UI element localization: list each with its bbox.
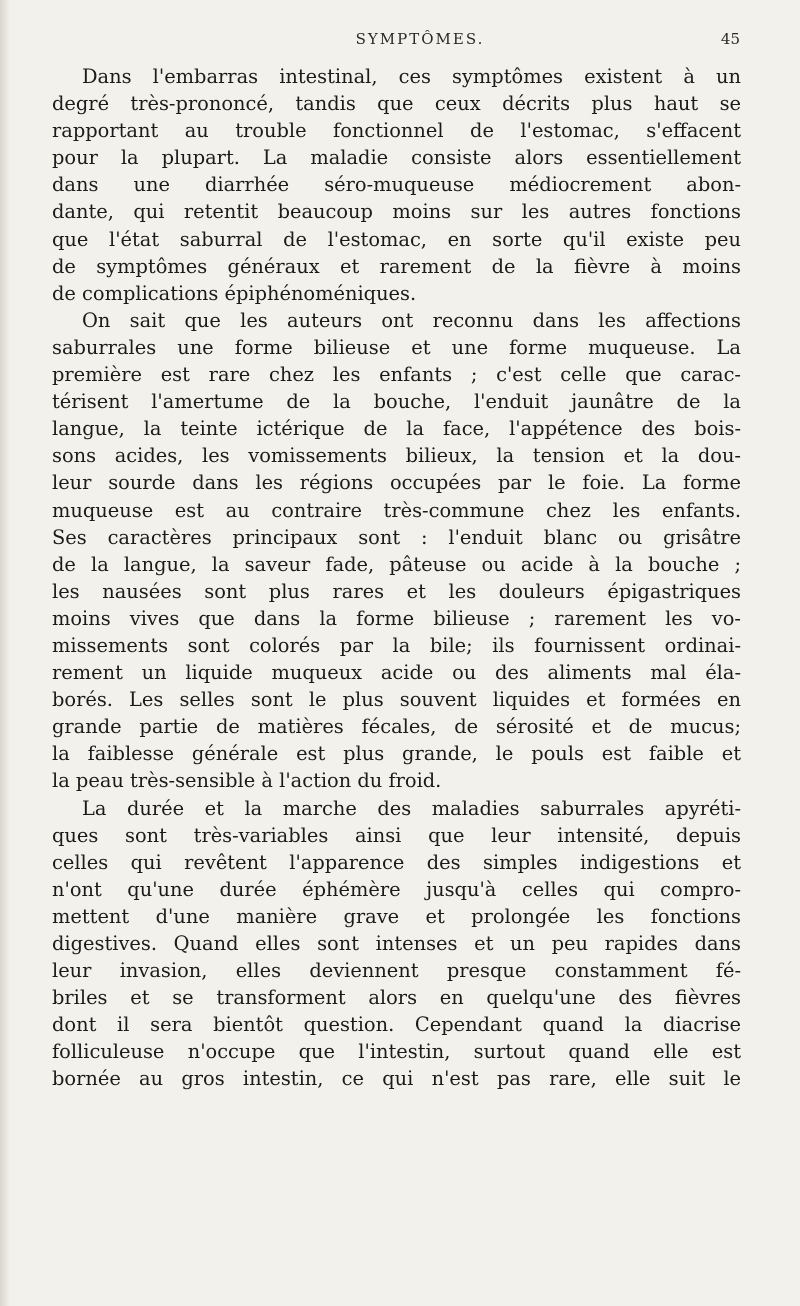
running-head [100,30,740,54]
text-line: degré très-prononcé, tandis que ceux décrits plus haut se [52,92,741,116]
text-line: Ses caractères principaux sont : l'enduit blanc ou grisâtre [52,525,741,549]
text-line: première est rare chez les enfants ; c'est celle que carac- [52,363,741,387]
text-line: mettent d'une manière grave et prolongée les fonctions [52,904,741,928]
text-line: leur invasion, elles deviennent presque constamment fé- [52,959,741,983]
text-line: les nausées sont plus rares et les douleurs épigastriques [52,579,741,603]
text-line: ques sont très-variables ainsi que leur intensité, depuis [52,823,741,847]
text-line: dante, qui retentit beaucoup moins sur les autres fonctions [52,200,741,224]
text-line: de la langue, la saveur fade, pâteuse ou acide à la bouche ; [52,552,741,576]
text-line: langue, la teinte ictérique de la face, l'appétence des bois- [52,417,741,441]
body-text [52,63,741,1093]
binding-shadow [0,0,10,1306]
text-line: la faiblesse générale est plus grande, le pouls est faible et [52,742,741,766]
text-line: muqueuse est au contraire très-commune chez les enfants. [52,498,741,522]
text-line: pour la plupart. La maladie consiste alors essentiellement [52,146,741,170]
text-line: moins vives que dans la forme bilieuse ; rarement les vo- [52,606,741,630]
text-line: celles qui revêtent l'apparence des simples indigestions et [52,850,741,874]
text-line: folliculeuse n'occupe que l'intestin, surtout quand elle est [52,1040,741,1064]
text-line: n'ont qu'une durée éphémère jusqu'à celles qui compro- [52,877,741,901]
text-line: rement un liquide muqueux acide ou des aliments mal éla- [52,661,741,685]
text-line: de symptômes généraux et rarement de la fièvre à moins [52,254,741,278]
text-line: Dans l'embarras intestinal, ces symptômes existent à un [82,65,741,88]
text-line: borés. Les selles sont le plus souvent liquides et formées en [52,688,741,712]
text-line: sons acides, les vomissements bilieux, la tension et la dou- [52,444,741,468]
page-number: 45 [720,30,740,48]
text-line: saburrales une forme bilieuse et une forme muqueuse. La [52,335,741,359]
text-line: térisent l'amertume de la bouche, l'enduit jaunâtre de la [52,390,741,414]
text-line: de complications épiphénoméniques. [52,281,417,305]
text-line: digestives. Quand elles sont intenses et un peu rapides dans [52,932,741,955]
text-line: La durée et la marche des maladies saburrales apyréti- [82,796,741,820]
text-line: leur sourde dans les régions occupées par le foie. La forme [52,471,741,495]
text-line: dans une diarrhée séro-muqueuse médiocrement abon- [52,173,741,197]
text-line: missements sont colorés par la bile; ils fournissent ordinai- [52,633,741,657]
text-line: rapportant au trouble fonctionnel de l'estomac, s'effacent [52,119,741,143]
text-line: dont il sera bientôt question. Cependant quand la diacrise [52,1013,741,1037]
text-line: bornée au gros intestin, ce qui n'est pas rare, elle suit le [52,1067,741,1091]
running-title: SYMPTÔMES. [355,30,485,48]
text-line: que l'état saburral de l'estomac, en sorte qu'il existe peu [52,227,741,251]
text-line: la peau très-sensible à l'action du froid. [52,769,442,793]
text-line: grande partie de matières fécales, de sérosité et de mucus; [52,715,741,739]
text-line: briles et se transforment alors en quelqu'une des fièvres [52,986,741,1010]
text-line: On sait que les auteurs ont reconnu dans les affections [82,308,741,332]
